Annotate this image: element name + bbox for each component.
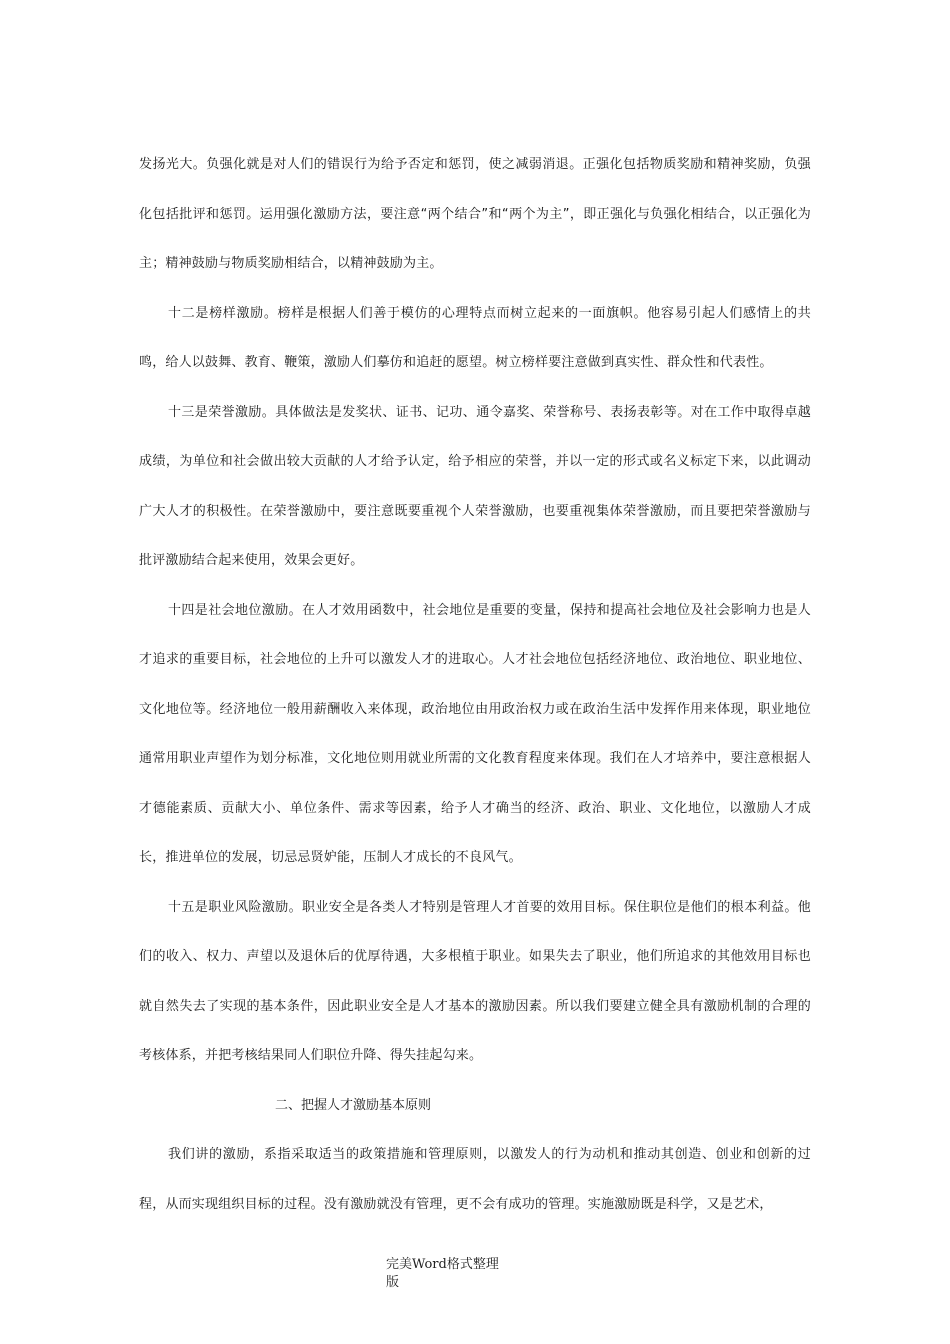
paragraph-career-risk-incentive: 十五是职业风险激励。职业安全是各类人才特别是管理人才首要的效用目标。保住职位是他们的根本利益。他们的收入、权力、声望以及退休后的优厚待遇，大多根植于职业。如果失去了职业，他们所追求的其他效用目标也就自然失去了实现的基本条件，因此职业安全是人才基本的激励因素。所以我们要建立健全具有激励机制的合理的考核体系，并把考核结果同人们职位升降、得失挂起勾来。 [139, 899, 811, 1063]
paragraph-social-status-incentive: 十四是社会地位激励。在人才效用函数中，社会地位是重要的变量，保持和提高社会地位及社会影响力也是人才追求的重要目标，社会地位的上升可以激发人才的进取心。人才社会地位包括经济地位、政治地位、职业地位、文化地位等。经济地位一般用薪酬收入来体现，政治地位由用政治权力或在政治生活中发挥作用来体现，职业地位通常用职业声望作为划分标准，文化地位则用就业所需的文化教育程度来体现。我们在人才培养中，要注意根据人才德能素质、贡献大小、单位条件、需求等因素，给予人才确当的经济、政治、职业、文化地位，以激励人才成长，推进单位的发展，切忌忌贤妒能，压制人才成长的不良风气。 [139, 602, 811, 865]
footer-line-2: 版 [386, 1275, 400, 1290]
paragraph-incentive-definition: 我们讲的激励，系指采取适当的政策措施和管理原则，以激发人的行为动机和推动其创造、创业和创新的过程，从而实现组织目标的过程。没有激励就没有管理，更不会有成功的管理。实施激励既是科学，又是艺术， [139, 1147, 811, 1212]
paragraph-positive-negative-reinforcement: 发扬光大。负强化就是对人们的错误行为给予否定和惩罚，使之减弱消退。正强化包括物质奖励和精神奖励，负强化包括批评和惩罚。运用强化激励方法，要注意“两个结合”和“两个为主”，即正强化与负强化相结合，以正强化为主；精神鼓励与物质奖励相结合，以精神鼓励为主。 [139, 157, 811, 271]
document-body [139, 140, 811, 1229]
paragraph-role-model-incentive: 十二是榜样激励。榜样是根据人们善于模仿的心理特点而树立起来的一面旗帜。他容易引起人们感情上的共鸣，给人以鼓舞、教育、鞭策，激励人们摹仿和追赶的愿望。树立榜样要注意做到真实性、群众性和代表性。 [139, 305, 811, 370]
paragraph-honor-incentive: 十三是荣誉激励。具体做法是发奖状、证书、记功、通令嘉奖、荣誉称号、表扬表彰等。对在工作中取得卓越成绩，为单位和社会做出较大贡献的人才给予认定，给予相应的荣誉，并以一定的形式或名义标定下来，以此调动广大人才的积极性。在荣誉激励中，要注意既要重视个人荣誉激励，也要重视集体荣誉激励，而且要把荣誉激励与批评激励结合起来使用，效果会更好。 [139, 404, 811, 568]
page-footer [386, 1256, 526, 1292]
section-heading: 二、把握人才激励基本原则 [275, 1097, 432, 1113]
footer-line-1: 完美Word格式整理 [386, 1257, 499, 1272]
